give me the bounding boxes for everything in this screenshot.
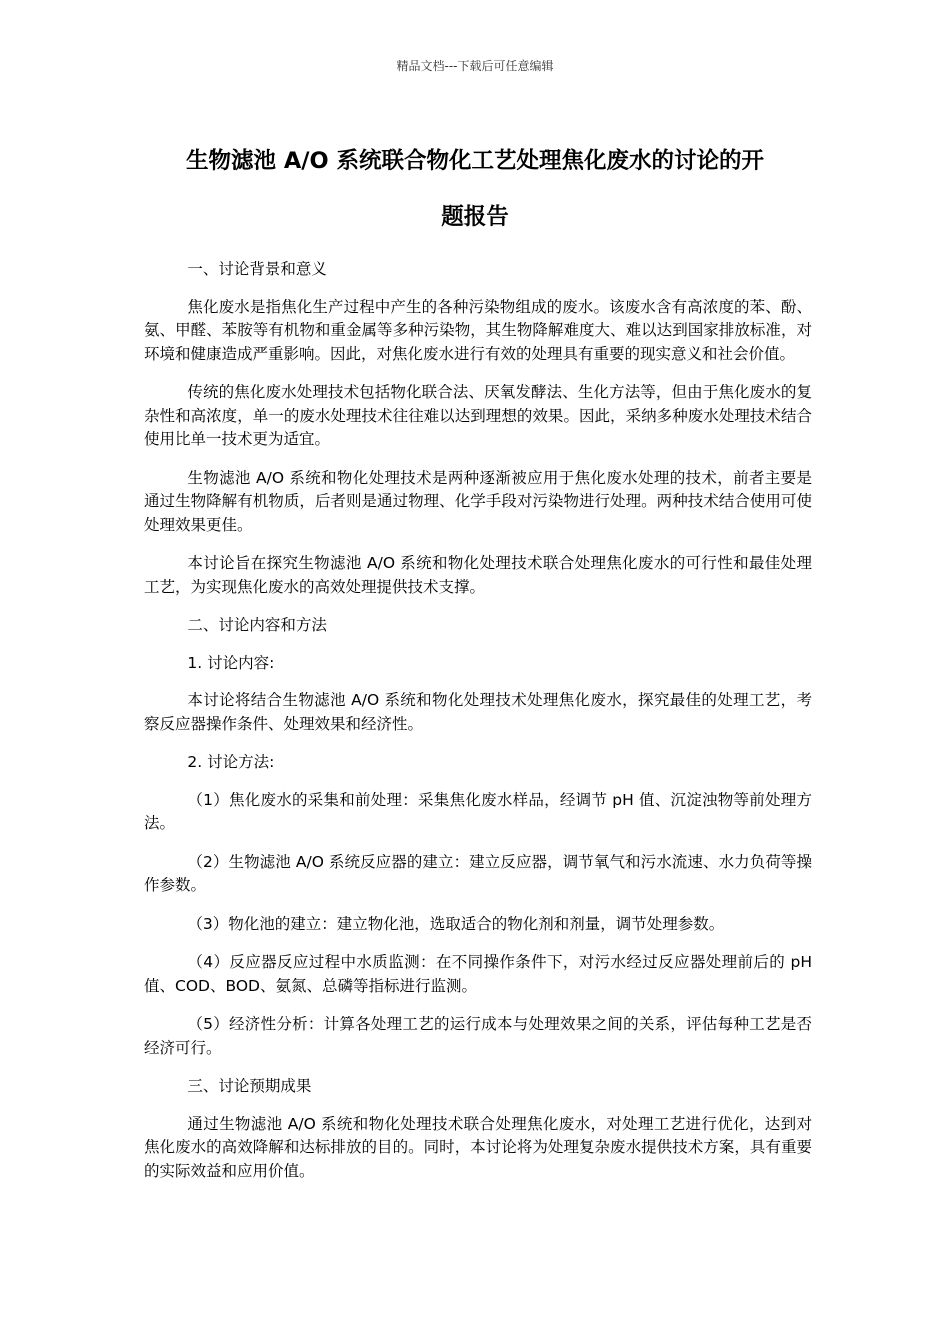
- subsection-heading: 1. 讨论内容:: [187, 653, 275, 672]
- page-header: 精品文档---下载后可任意编辑: [396, 59, 554, 73]
- paragraph: 生物滤池 A/O 系统和物化处理技术是两种逐渐被应用于焦化废水处理的技术，前者主要是通过生物降解有机物质，后者则是通过物理、化学手段对污染物进行处理。两种技术结合使用可使处理效果更佳。: [144, 468, 812, 534]
- document-title: [140, 133, 810, 245]
- method-item: （1）焦化废水的采集和前处理：采集焦化废水样品，经调节 pH 值、沉淀浊物等前处理方法。: [144, 790, 812, 832]
- section-heading: 一、讨论背景和意义: [187, 260, 327, 278]
- paragraph: 本讨论旨在探究生物滤池 A/O 系统和物化处理技术联合处理焦化废水的可行性和最佳处理工艺，为实现焦化废水的高效处理提供技术支撑。: [144, 554, 812, 596]
- section-heading: 二、讨论内容和方法: [187, 616, 327, 634]
- method-item: （2）生物滤池 A/O 系统反应器的建立：建立反应器，调节氧气和污水流速、水力负荷等操作参数。: [144, 852, 812, 894]
- title-line-2: 题报告: [441, 204, 509, 230]
- method-item: （3）物化池的建立：建立物化池，选取适合的物化剂和剂量，调节处理参数。: [187, 914, 725, 933]
- section-heading: 三、讨论预期成果: [187, 1077, 312, 1095]
- method-item: （4）反应器反应过程中水质监测：在不同操作条件下，对污水经过反应器处理前后的 pH 值、COD、BOD、氨氮、总磷等指标进行监测。: [144, 953, 812, 995]
- document-body: [144, 258, 812, 1198]
- paragraph: 焦化废水是指焦化生产过程中产生的各种污染物组成的废水。该废水含有高浓度的苯、酚、氨、甲醛、苯胺等有机物和重金属等多种污染物，其生物降解难度大、难以达到国家排放标准，对环境和健康造成严重影响。因此，对焦化废水进行有效的处理具有重要的现实意义和社会价值。: [144, 297, 812, 363]
- method-item: （5）经济性分析：计算各处理工艺的运行成本与处理效果之间的关系，评估每种工艺是否经济可行。: [144, 1015, 812, 1057]
- title-line-1: 生物滤池 A/O 系统联合物化工艺处理焦化废水的讨论的开: [186, 148, 764, 174]
- paragraph: 传统的焦化废水处理技术包括物化联合法、厌氧发酵法、生化方法等，但由于焦化废水的复杂性和高浓度，单一的废水处理技术往往难以达到理想的效果。因此，采纳多种废水处理技术结合使用比单一技术更为适宜。: [144, 383, 812, 448]
- paragraph: 通过生物滤池 A/O 系统和物化处理技术联合处理焦化废水，对处理工艺进行优化，达到对焦化废水的高效降解和达标排放的目的。同时，本讨论将为处理复杂废水提供技术方案，具有重要的实际效益和应用价值。: [144, 1114, 812, 1180]
- subsection-heading: 2. 讨论方法:: [187, 753, 275, 771]
- paragraph: 本讨论将结合生物滤池 A/O 系统和物化处理技术处理焦化废水，探究最佳的处理工艺，考察反应器操作条件、处理效果和经济性。: [144, 691, 812, 733]
